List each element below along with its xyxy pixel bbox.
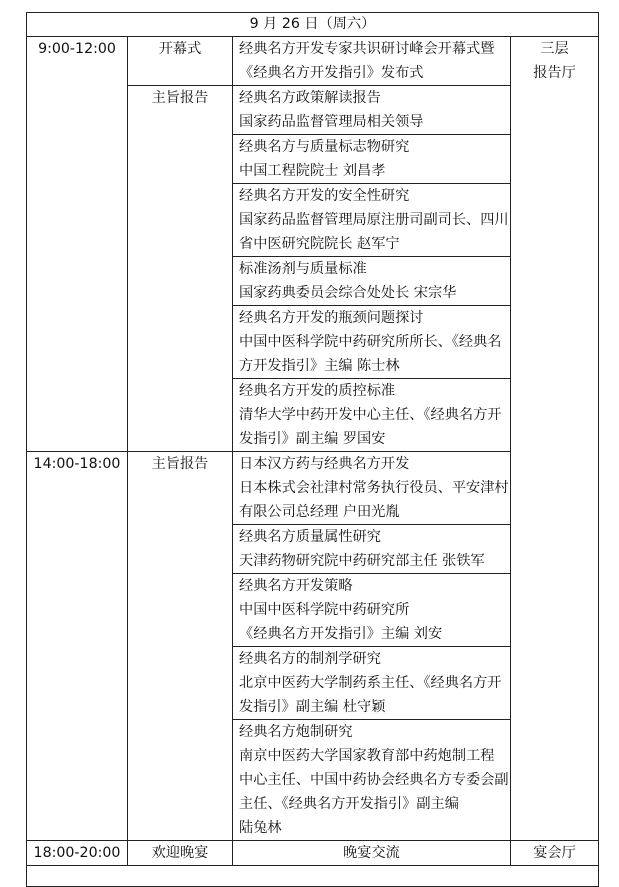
dinner-type: 欢迎晚宴: [128, 841, 233, 866]
talk-title: 经典名方开发专家共识研讨峰会开幕式暨: [239, 41, 495, 57]
talk-speaker: 南京中医药大学国家教育部中药炮制工程: [239, 748, 495, 764]
venue-line: 报告厅: [533, 65, 576, 81]
talk-row: [27, 37, 599, 86]
venue-cell: [511, 37, 599, 841]
talk-speaker: 陆兔林: [239, 820, 282, 836]
talk-cell: [233, 379, 511, 452]
talk-cell: [233, 525, 511, 574]
talk-title: 经典名方开发的安全性研究: [239, 188, 410, 204]
talk-speaker: 《经典名方开发指引》发布式: [239, 65, 424, 81]
talk-cell: [233, 647, 511, 720]
talk-speaker: 天津药物研究院中药研究部主任 张铁军: [239, 553, 485, 569]
talk-speaker: 省中医研究院院长 赵军宁: [239, 236, 400, 252]
talk-speaker: 发指引》副主编 罗国安: [239, 431, 386, 447]
talk-speaker: 中心主任、中国中药协会经典名方专委会副: [239, 772, 509, 788]
session-type: 主旨报告: [128, 452, 233, 841]
talk-speaker: 《经典名方开发指引》主编 刘安: [239, 626, 443, 642]
next-row-cell: [27, 866, 599, 887]
talk-cell: [233, 720, 511, 841]
talk-title: 经典名方开发的瓶颈问题探讨: [239, 310, 424, 326]
session-type: 开幕式: [128, 37, 233, 86]
next-row: [27, 866, 599, 887]
talk-title: 经典名方与质量标志物研究: [239, 139, 410, 155]
date-header: 9 月 26 日（周六）: [27, 13, 599, 37]
talk-cell: [233, 574, 511, 647]
venue-line: 三层: [540, 41, 569, 57]
session-time: 9:00-12:00: [27, 37, 128, 452]
talk-cell: [233, 452, 511, 525]
talk-speaker: 国家药典委员会综合处处长 宋宗华: [239, 285, 457, 301]
talk-title: 经典名方开发策略: [239, 578, 353, 594]
talk-speaker: 国家药品监督管理局相关领导: [239, 114, 424, 130]
dinner-time: 18:00-20:00: [27, 841, 128, 866]
talk-speaker: 中国工程院院士 刘昌孝: [239, 163, 386, 179]
talk-speaker: 日本株式会社津村常务执行役员、平安津村: [239, 480, 509, 496]
talk-title: 经典名方炮制研究: [239, 724, 353, 740]
talk-cell: [233, 257, 511, 306]
talk-speaker: 发指引》副主编 杜守颖: [239, 699, 386, 715]
dinner-row: [27, 841, 599, 866]
talk-cell: [233, 135, 511, 184]
talk-speaker: 中国中医科学院中药研究所: [239, 602, 410, 618]
date-header-row: [27, 13, 599, 37]
session-time: 14:00-18:00: [27, 452, 128, 841]
talk-speaker: 主任、《经典名方开发指引》副主编: [239, 796, 459, 812]
talk-speaker: 北京中医药大学制药系主任、《经典名方开: [239, 675, 502, 691]
talk-speaker: 方开发指引》主编 陈士林: [239, 358, 400, 374]
talk-speaker: 中国中医科学院中药研究所所长、《经典名: [239, 334, 502, 350]
session-type: 主旨报告: [128, 86, 233, 452]
dinner-venue: 宴会厅: [511, 841, 599, 866]
talk-title: 标准汤剂与质量标准: [239, 261, 367, 277]
talk-cell: [233, 184, 511, 257]
talk-speaker: 清华大学中药开发中心主任、《经典名方开: [239, 407, 502, 423]
talk-title: 经典名方政策解读报告: [239, 90, 381, 106]
talk-cell: [233, 86, 511, 135]
dinner-content: 晚宴交流: [233, 841, 511, 866]
talk-speaker: 有限公司总经理 户田光胤: [239, 504, 400, 520]
talk-speaker: 国家药品监督管理局原注册司副司长、四川: [239, 212, 509, 228]
talk-title: 经典名方质量属性研究: [239, 529, 381, 545]
talk-title: 经典名方的制剂学研究: [239, 651, 381, 667]
talk-title: 经典名方开发的质控标准: [239, 383, 396, 399]
talk-cell: [233, 306, 511, 379]
talk-cell: [233, 37, 511, 86]
schedule-table: [26, 12, 599, 887]
talk-title: 日本汉方药与经典名方开发: [239, 456, 410, 472]
